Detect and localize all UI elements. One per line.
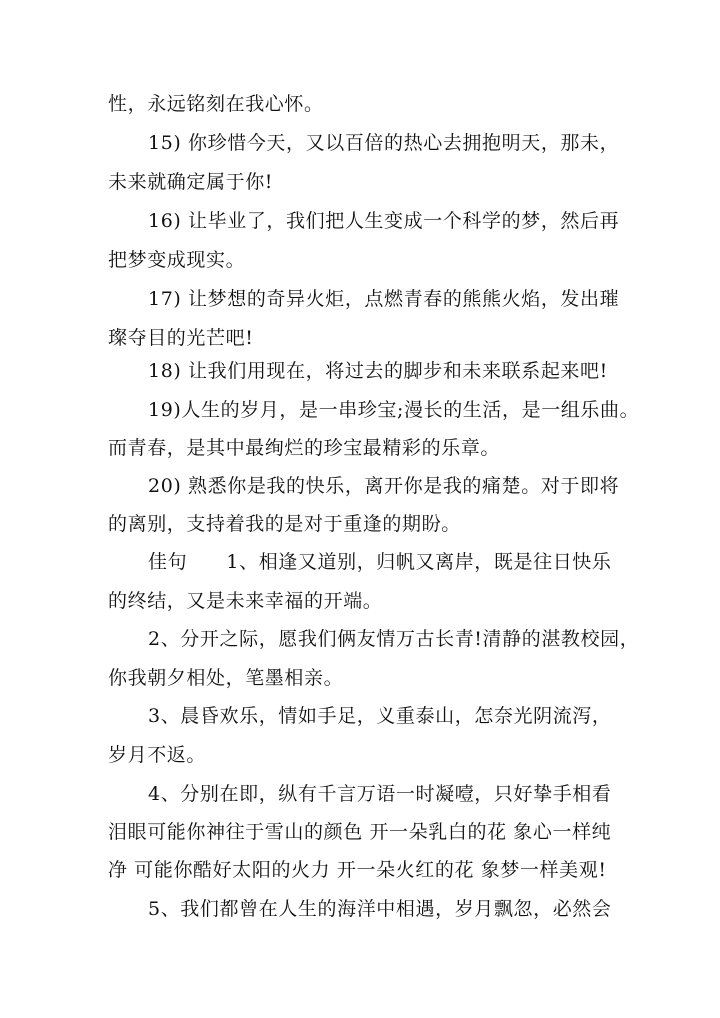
- text-line: 未来就确定属于你!: [108, 171, 274, 193]
- text-line: 的离别，支持着我的是对于重逢的期盼。: [108, 513, 461, 535]
- text-line: 泪眼可能你神往于雪山的颜色 开一朵乳白的花 象心一样纯: [108, 821, 612, 843]
- text-line: 16) 让毕业了，我们把人生变成一个科学的梦，然后再: [148, 210, 620, 232]
- text-line: 4、分别在即，纵有千言万语一时凝噎，只好挚手相看: [148, 783, 612, 805]
- text-line: 而青春，是其中最绚烂的珍宝最精彩的乐章。: [108, 437, 501, 459]
- text-line: 2、分开之际，愿我们俩友情万古长青!清静的湛教校园，: [148, 628, 640, 650]
- text-line: 17) 让梦想的奇异火炬，点燃青春的熊熊火焰，发出璀: [148, 288, 620, 310]
- text-line: 18) 让我们用现在，将过去的脚步和未来联系起来吧!: [148, 360, 608, 382]
- text-line: 的终结，又是未来幸福的开端。: [108, 590, 383, 612]
- text-line: 净 可能你酷好太阳的火力 开一朵火红的花 象梦一样美观!: [108, 859, 607, 881]
- text-line: 5、我们都曾在人生的海洋中相遇，岁月飘忽，必然会: [148, 898, 612, 920]
- text-line: 19)人生的岁月，是一串珍宝;漫长的生活，是一组乐曲。: [148, 399, 640, 421]
- text-line: 把梦变成现实。: [108, 249, 246, 271]
- text-line: 岁月不返。: [108, 744, 207, 766]
- text-line: 佳句 1、相逢又道别，归帆又离岸，既是往日快乐: [148, 551, 612, 573]
- text-line: 15) 你珍惜今天，又以百倍的热心去拥抱明天，那未，: [148, 132, 620, 154]
- text-line: 璨夺目的光芒吧!: [108, 327, 254, 349]
- text-line: 你我朝夕相处，笔墨相亲。: [108, 667, 344, 689]
- text-line: 3、晨昏欢乐，情如手足，义重泰山，怎奈光阴流泻，: [148, 705, 612, 727]
- text-line: 20) 熟悉你是我的快乐，离开你是我的痛楚。对于即将: [148, 475, 620, 497]
- text-line: 性，永远铭刻在我心怀。: [108, 93, 324, 115]
